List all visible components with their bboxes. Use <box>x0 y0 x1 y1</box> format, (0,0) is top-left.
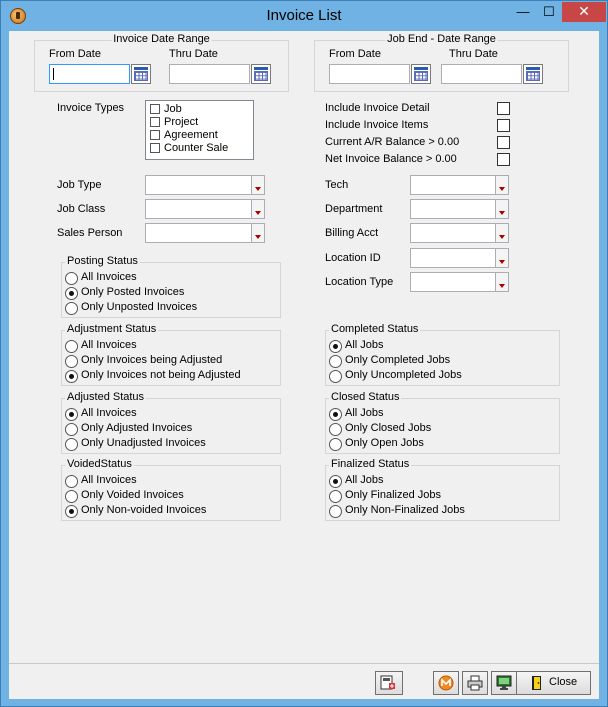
voided-status-group: VoidedStatus All Invoices Only Voided Invoices Only Non-voided Invoices <box>61 465 281 521</box>
sales-person-label: Sales Person <box>57 227 123 239</box>
invoice-thru-calendar-icon[interactable] <box>251 64 271 84</box>
dropdown-arrow-icon[interactable] <box>496 175 509 195</box>
job-end-thru-date-label: Thru Date <box>449 48 498 60</box>
client-area <box>9 31 599 699</box>
dropdown-arrow-icon[interactable] <box>252 223 265 243</box>
billing-acct-label: Billing Acct <box>325 227 379 239</box>
close-button[interactable] <box>516 671 591 695</box>
dropdown-arrow-icon[interactable] <box>496 272 509 292</box>
closed-status-title: Closed Status <box>331 391 400 403</box>
closed-status-group: Closed Status All Jobs Only Closed Jobs Only Open Jobs <box>325 398 560 454</box>
print-button[interactable] <box>462 671 488 695</box>
checkbox-icon[interactable] <box>150 104 160 114</box>
printer-icon <box>467 675 483 691</box>
department-label: Department <box>325 203 383 215</box>
completed-status-group: Completed Status All Jobs Only Completed Jobs Only Uncompleted Jobs <box>325 330 560 386</box>
export-button[interactable] <box>375 671 403 695</box>
include-invoice-detail-label: Include Invoice Detail <box>325 102 430 114</box>
maximize-button[interactable]: ☐ <box>543 4 555 19</box>
location-id-label: Location ID <box>325 252 381 264</box>
adjustment-status-title: Adjustment Status <box>67 323 157 335</box>
voided-status-title: VoidedStatus <box>67 458 132 470</box>
dropdown-arrow-icon[interactable] <box>252 175 265 195</box>
job-end-from-date-input[interactable] <box>329 64 410 84</box>
dropdown-arrow-icon[interactable] <box>496 248 509 268</box>
adjusted-status-title: Adjusted Status <box>67 391 145 403</box>
monitor-icon <box>496 675 512 691</box>
adjusted-status-group: Adjusted Status All Invoices Only Adjusted Invoices Only Unadjusted Invoices <box>61 398 281 454</box>
close-button-label: Close <box>549 676 578 688</box>
app-logo-button[interactable] <box>433 671 459 695</box>
include-invoice-items-checkbox[interactable] <box>497 119 510 132</box>
include-invoice-items-label: Include Invoice Items <box>325 119 429 131</box>
job-end-thru-calendar-icon[interactable] <box>523 64 543 84</box>
adjustment-status-group: Adjustment Status All Invoices Only Invoices being Adjusted Only Invoices not being Adjusted <box>61 330 281 386</box>
include-invoice-detail-checkbox[interactable] <box>497 102 510 115</box>
invoice-from-calendar-icon[interactable] <box>131 64 151 84</box>
footer-separator <box>9 663 599 664</box>
job-end-thru-date-input[interactable] <box>441 64 522 84</box>
job-end-from-date-label: From Date <box>329 48 381 60</box>
title-bar[interactable] <box>1 1 607 31</box>
window-close-button[interactable]: ✕ <box>562 2 606 22</box>
current-ar-balance-checkbox[interactable] <box>497 136 510 149</box>
save-export-icon <box>380 675 396 691</box>
checkbox-icon[interactable] <box>150 117 160 127</box>
window-title: Invoice List <box>266 7 342 24</box>
net-invoice-balance-checkbox[interactable] <box>497 153 510 166</box>
exit-door-icon <box>529 675 545 691</box>
tech-label: Tech <box>325 179 349 191</box>
invoice-from-date-label: From Date <box>49 48 101 60</box>
invoice-from-date-input[interactable] <box>49 64 130 84</box>
location-type-label: Location Type <box>325 276 394 288</box>
posting-status-title: Posting Status <box>67 255 138 267</box>
posting-status-group: Posting Status All Invoices Only Posted Invoices Only Unposted Invoices <box>61 262 281 318</box>
job-type-label: Job Type <box>57 179 102 191</box>
completed-status-title: Completed Status <box>331 323 419 335</box>
dropdown-arrow-icon[interactable] <box>496 199 509 219</box>
logo-m-icon <box>438 675 454 691</box>
invoice-thru-date-input[interactable] <box>169 64 250 84</box>
dropdown-arrow-icon[interactable] <box>252 199 265 219</box>
invoice-types-label: Invoice Types <box>57 102 125 114</box>
checkbox-icon[interactable] <box>150 130 160 140</box>
job-class-label: Job Class <box>57 203 106 215</box>
finalized-status-title: Finalized Status <box>331 458 410 470</box>
invoice-types-list[interactable]: Job Project Agreement Counter Sale <box>145 100 254 160</box>
invoice-thru-date-label: Thru Date <box>169 48 218 60</box>
current-ar-balance-label: Current A/R Balance > 0.00 <box>325 136 460 148</box>
job-end-date-range-title: Job End - Date Range <box>387 33 496 45</box>
preview-button[interactable] <box>491 671 517 695</box>
checkbox-icon[interactable] <box>150 143 160 153</box>
invoice-date-range-title: Invoice Date Range <box>113 33 210 45</box>
dropdown-arrow-icon[interactable] <box>496 223 509 243</box>
net-invoice-balance-label: Net Invoice Balance > 0.00 <box>325 153 457 165</box>
job-end-from-calendar-icon[interactable] <box>411 64 431 84</box>
finalized-status-group: Finalized Status All Jobs Only Finalized Jobs Only Non-Finalized Jobs <box>325 465 560 521</box>
minimize-button[interactable]: — <box>516 4 530 19</box>
